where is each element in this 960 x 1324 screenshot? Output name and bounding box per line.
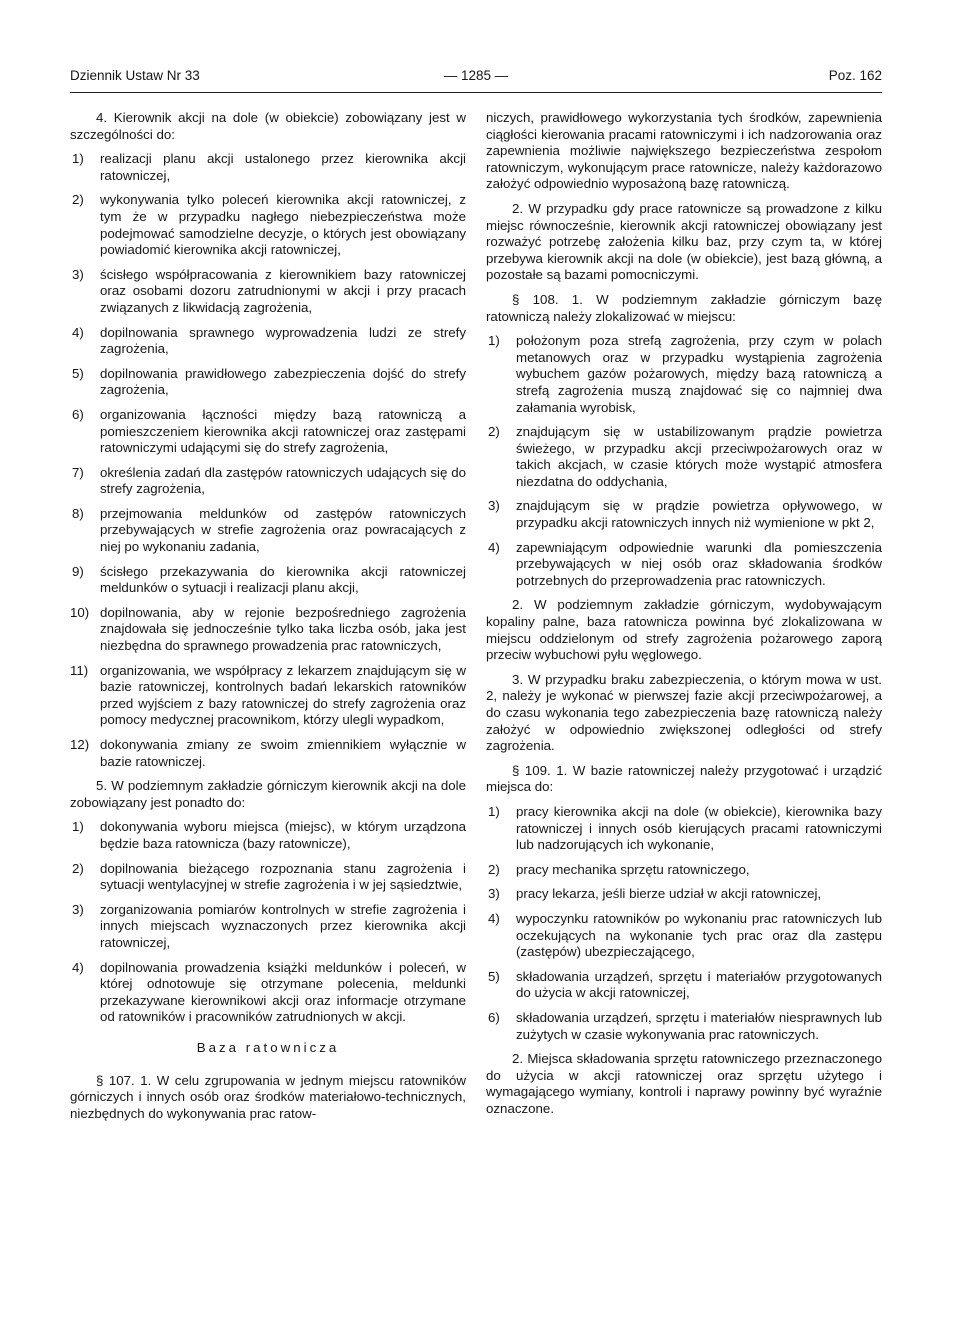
list-item (70, 325, 466, 358)
list-item (486, 804, 882, 854)
list-item-number: 2) (488, 424, 500, 440)
list-item-number: 1) (488, 803, 500, 819)
paragraph-109-intro: § 109. 1. W bazie ratowniczej należy przygotować i urządzić miejsca do: (486, 762, 882, 795)
list-item-number: 1) (72, 819, 84, 835)
list-item (70, 819, 466, 852)
list-item (70, 605, 466, 655)
list-item-number: 4) (488, 910, 500, 926)
list-item-number: 6) (72, 406, 84, 422)
list-item-number: 4) (488, 539, 500, 555)
list-item-number: 2) (72, 860, 84, 876)
section-title: Baza ratownicza (196, 1039, 340, 1055)
list-item (70, 151, 466, 184)
list-item-number: 7) (72, 464, 84, 480)
list-item-text: przejmowania meldunków od zastępów ratowniczych przebywających w strefie zagrożenia oraz powracających z niej po wykonaniu zadania, (100, 505, 466, 555)
paragraph-109-2: 2. Miejsca składowania sprzętu ratowniczego przeznaczonego do użycia w akcji ratowniczej oraz sprzętu użytego i wymagającego wymiany, kontroli i naprawy powinny być wyraźnie oznaczone. (486, 1051, 882, 1116)
paragraph-107-continuation: niczych, prawidłowego wykorzystania tych środków, zapewnienia ciągłości kierowania pracami ratowniczymi i ich nadzorowania oraz zapewnienia możliwie największego bezpieczeństwa zespołom ratowniczym, wykonującym prace ratownicze, należy każdorazowo założyć odpowiednio wyposażoną bazę ratowniczą. (486, 110, 882, 192)
paragraph-5-intro: 5. W podziemnym zakładzie górniczym kierownik akcji na dole zobowiązany jest ponadto do: (70, 778, 466, 810)
list-item-number: 9) (72, 563, 84, 579)
list-item-number: 2) (72, 192, 84, 208)
list-item-number: 4) (72, 959, 84, 975)
list-item-text: składowania urządzeń, sprzętu i materiałów niesprawnych lub zużytych w czasie wykonywania prac ratowniczych. (516, 1009, 882, 1042)
paragraph-108-2: 2. W podziemnym zakładzie górniczym, wydobywającym kopaliny palne, baza ratownicza powinna być zlokalizowana w miejscu oddzielonym od strefy zagrożenia pożarowego zaporą przeciw wybuchowi pyłu węglowego. (486, 597, 882, 663)
list-item-number: 3) (72, 901, 84, 917)
list-item (70, 267, 466, 317)
list-item-text: dopilnowania prowadzenia książki meldunków i poleceń, w której odnotowuje się otrzymane polecenia, meldunki przekazywane kierownikowi akcji oraz informacje otrzymane od ratowników i pracowników zatrudnionych w akcji. (100, 959, 466, 1025)
list-item-number: 5) (72, 365, 84, 381)
paragraph-107-1: § 107. 1. W celu zgrupowania w jednym miejscu ratowników górniczych i innych osób oraz środków materiałowo-technicznych, niezbędnych do wykonywania prac ratow- (70, 1072, 466, 1121)
list-item-text: pracy kierownika akcji na dole (w obiekcie), kierownika bazy ratowniczej i innych osób kierujących pracami ratowniczymi lub nadzorujących ich wykonanie, (516, 803, 882, 853)
list-item-text: zapewniającym odpowiednie warunki dla pomieszczenia przebywających w niej osób oraz składowania środków potrzebnych do przeprowadzenia prac ratowniczych. (516, 539, 882, 588)
list-item (486, 540, 882, 590)
list-item-text: znajdującym się w prądzie powietrza opływowego, w przypadku akcji ratowniczych innych niż wymienione w pkt 2, (516, 498, 882, 531)
list-item-text: realizacji planu akcji ustalonego przez kierownika akcji ratowniczej, (100, 151, 466, 183)
paragraph-107-2: 2. W przypadku gdy prace ratownicze są prowadzone z kilku miejsc równocześnie, kierownik akcji ratowniczej obowiązany jest rozważyć potrzebę założenia kilku baz, przy czym ta, w której przebywa kierownik akcji na dole (w obiekcie), jest bazą główną, a pozostałe są bazami pomocniczymi. (486, 200, 882, 283)
list-item-text: pracy lekarza, jeśli bierze udział w akcji ratowniczej, (516, 886, 822, 902)
list-item-text: pracy mechanika sprzętu ratowniczego, (516, 861, 750, 877)
list-item (70, 663, 466, 729)
list-item-number: 3) (488, 498, 500, 514)
list-item (486, 911, 882, 961)
list-item-text: dopilnowania sprawnego wyprowadzenia ludzi ze strefy zagrożenia, (100, 324, 466, 357)
paragraph-4-intro: 4. Kierownik akcji na dole (w obiekcie) zobowiązany jest w szczególności do: (70, 110, 466, 142)
paragraph-5-list (70, 819, 466, 1026)
list-item-text: zorganizowania pomiarów kontrolnych w strefie zagrożenia i innych miejscach wyznaczonych przez kierownika akcji ratowniczej, (100, 901, 466, 950)
list-item-text: położonym poza strefą zagrożenia, przy czym w polach metanowych oraz w przypadku wystąpienia zagrożenia wybuchem gazów pożarowych, między bazą ratowniczą a strefą zagrożenia muszą znajdować się co najmniej dwa załamania wyrobisk, (516, 333, 882, 415)
list-item-text: znajdującym się w ustabilizowanym prądzie powietrza świeżego, w przypadku akcji przeciwpożarowych oraz w takich akcjach, w czasie których może wystąpić atmosfera niezdatna do oddychania, (516, 424, 882, 489)
list-item (486, 886, 882, 903)
list-item-number: 3) (72, 266, 84, 282)
list-item-number: 2) (488, 861, 500, 877)
list-item (486, 424, 882, 490)
list-item-text: wykonywania tylko poleceń kierownika akcji ratowniczej, z tym że w przypadku nagłego niebezpieczeństwa może podejmować samodzielne decyzje, o których jest obowiązany powiadomić kierownika akcji ratowniczej, (100, 192, 466, 258)
list-item (70, 506, 466, 556)
list-item-number: 5) (488, 968, 500, 984)
list-item-text: organizowania łączności między bazą ratowniczą a pomieszczeniem kierownika akcji ratowniczej oraz zastępami ratowniczymi udającymi się do strefy zagrożenia, (100, 406, 466, 456)
paragraph-108-intro: § 108. 1. W podziemnym zakładzie górniczym bazę ratowniczą należy zlokalizować w miejscu: (486, 291, 882, 324)
list-item (486, 1010, 882, 1043)
list-item (70, 192, 466, 258)
list-item-text: składowania urządzeń, sprzętu i materiałów przygotowanych do użycia w akcji ratowniczej, (516, 968, 882, 1001)
list-item-number: 6) (488, 1009, 500, 1025)
list-item-text: ścisłego przekazywania do kierownika akcji ratowniczej meldunków o sytuacji i realizacji planu akcji, (100, 563, 466, 596)
list-item (486, 969, 882, 1002)
list-item-text: dokonywania zmiany ze swoim zmiennikiem wyłącznie w bazie ratowniczej. (100, 737, 466, 769)
list-item-number: 12) (70, 737, 90, 752)
paragraph-4-list (70, 151, 466, 770)
list-item-text: dopilnowania prawidłowego zabezpieczenia dojść do strefy zagrożenia, (100, 365, 466, 398)
paragraph-108-3: 3. W przypadku braku zabezpieczenia, o którym mowa w ust. 2, należy je wykonać w pierwszej fazie akcji przeciwpożarowej, a do czasu wykonania tego zabezpieczenia bazę ratowniczą należy założyć w odpowiednio zwiększonej odległości od strefy zagrożenia. (486, 671, 882, 754)
page-number: — 1285 — (443, 68, 509, 83)
position-number: Poz. 162 (828, 68, 882, 83)
list-item-text: dopilnowania, aby w rejonie bezpośredniego zagrożenia znajdowała się jednocześnie tylko taka liczba osób, jaka jest niezbędna do sprawnego prowadzenia prac ratowniczych, (100, 604, 466, 654)
list-item-number: 1) (72, 151, 84, 167)
list-item (70, 902, 466, 952)
header-rule (70, 92, 882, 93)
list-item-number: 8) (72, 505, 84, 521)
list-item (70, 960, 466, 1026)
list-item-number: 1) (488, 333, 500, 349)
list-item (486, 862, 882, 879)
list-item (70, 737, 466, 770)
right-column (486, 110, 882, 1125)
list-item-number: 4) (72, 324, 84, 340)
list-item-text: organizowania, we współpracy z lekarzem znajdującym się w bazie ratowniczej, kontrolnych badań lekarskich ratowników przed wyjściem z bazy ratowniczej do strefy zagrożenia oraz pomocy medycznej pracownikom, którzy ulegli wypadkom, (100, 662, 466, 728)
list-item (486, 333, 882, 416)
list-item-number: 3) (488, 886, 500, 902)
list-item (70, 465, 466, 498)
list-item-text: wypoczynku ratowników po wykonaniu prac ratowniczych lub oczekujących na wykonanie tych prac oraz dla zastępu (zastępów) ubezpieczającego, (516, 910, 882, 960)
list-item-text: dokonywania wyboru miejsca (miejsc), w którym urządzona będzie baza ratownicza (bazy ratownicze), (100, 819, 466, 851)
list-item-number: 10) (70, 604, 90, 620)
paragraph-108-list (486, 333, 882, 589)
list-item-text: określenia zadań dla zastępów ratowniczych udających się do strefy zagrożenia, (100, 464, 466, 497)
list-item (70, 366, 466, 399)
list-item-text: ścisłego współpracowania z kierownikiem bazy ratowniczej oraz osobami dozoru zatrudnionymi w akcji i przy pracach związanych z likwidacją zagrożenia, (100, 266, 466, 315)
journal-title: Dziennik Ustaw Nr 33 (70, 68, 200, 83)
list-item (486, 498, 882, 531)
left-column (70, 110, 466, 1130)
paragraph-109-list (486, 804, 882, 1043)
page-header (70, 68, 882, 88)
list-item (70, 564, 466, 597)
list-item (70, 407, 466, 457)
list-item (70, 861, 466, 894)
list-item-number: 11) (70, 662, 89, 678)
list-item-text: dopilnowania bieżącego rozpoznania stanu zagrożenia i sytuacji wentylacyjnej w strefie zagrożenia i w jej sąsiedztwie, (100, 860, 466, 893)
